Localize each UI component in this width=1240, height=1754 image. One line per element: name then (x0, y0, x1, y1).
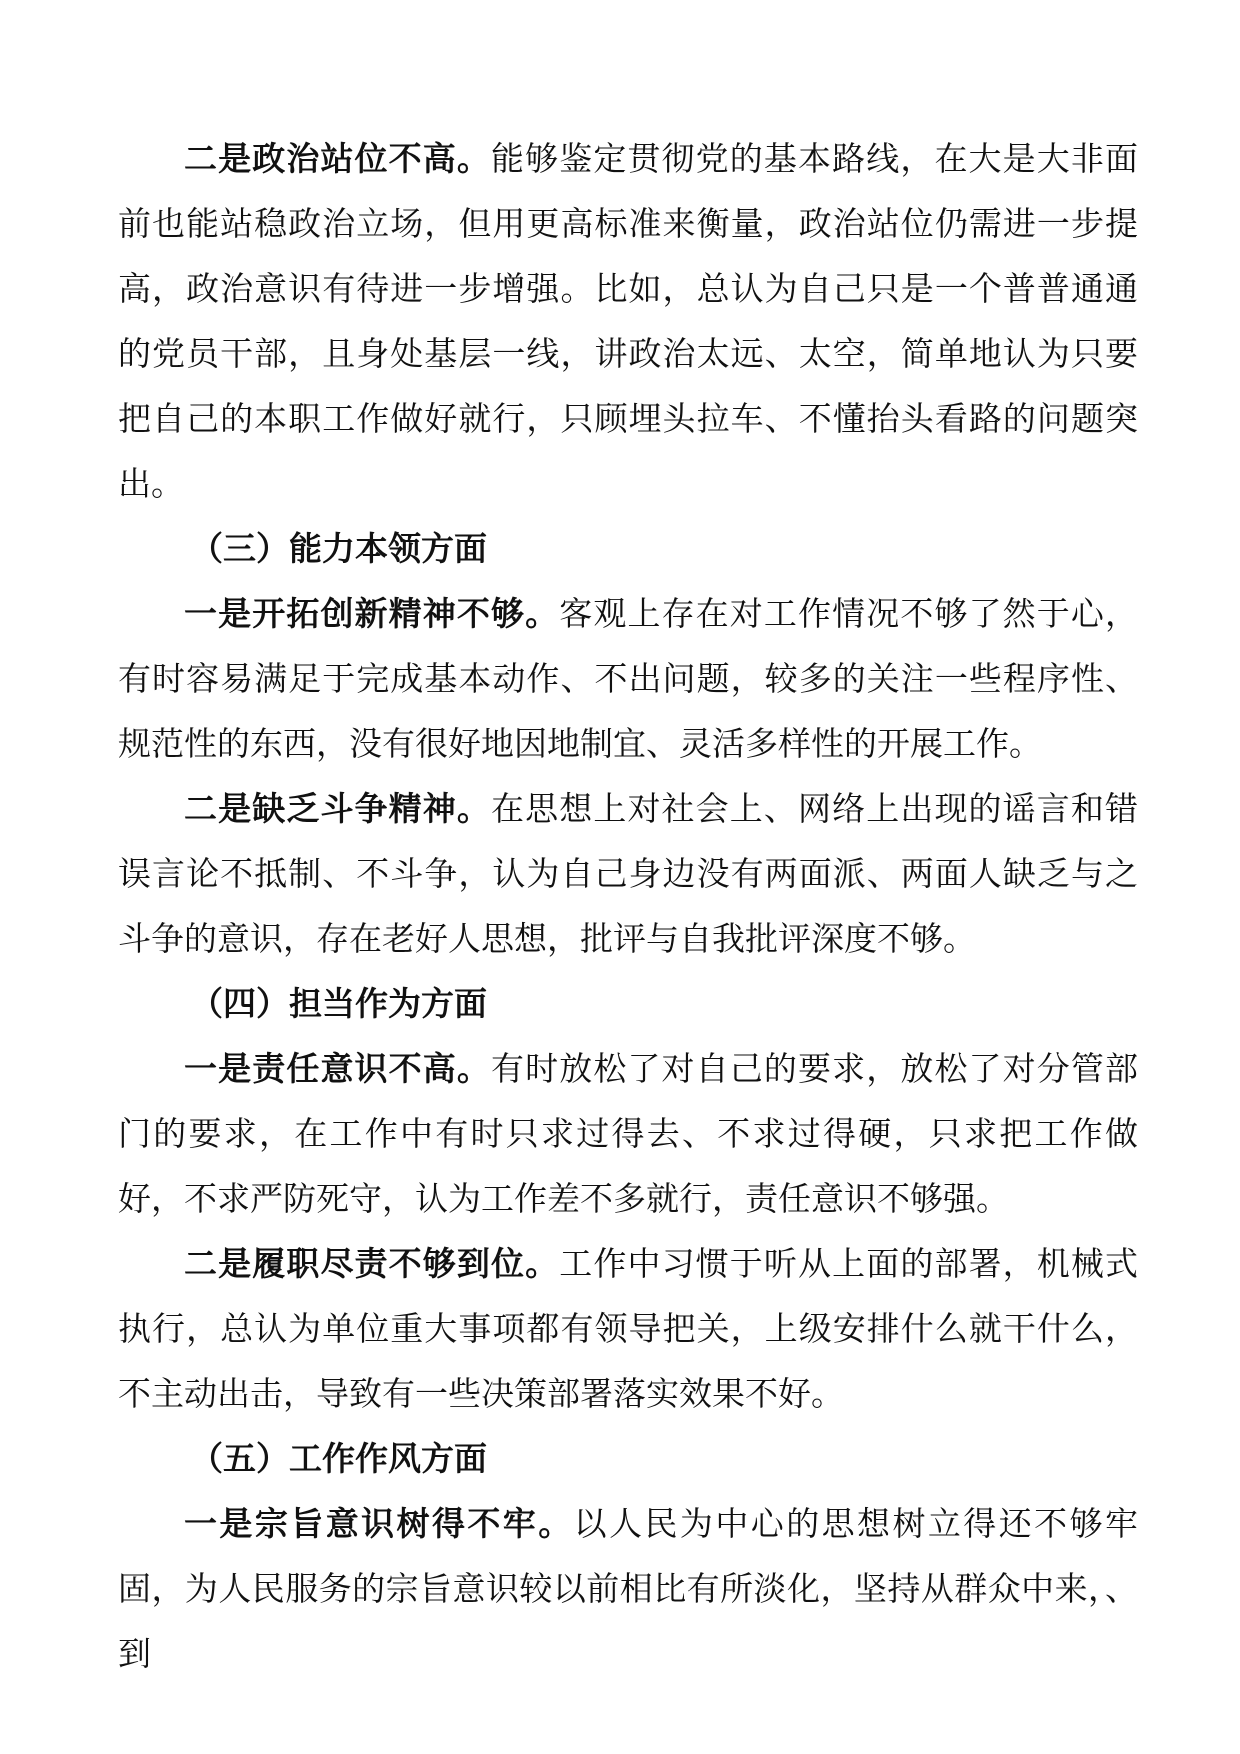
document-body (118, 126, 1138, 1686)
paragraph-text: 工作中习惯于听从上面的部署，机械式执行，总认为单位重大事项都有领导把关，上级安排什么就干什么，不主动出击，导致有一些决策部署落实效果不好。 (118, 1244, 1139, 1413)
paragraph-lead: 一是宗旨意识树得不牢。 (184, 1504, 574, 1543)
paragraph-lead: 一是开拓创新精神不够。 (184, 594, 560, 633)
section-heading-ability: （三）能力本领方面 (190, 529, 487, 568)
section-heading-work-style: （五）工作作风方面 (190, 1439, 487, 1478)
section-heading-responsibility: （四）担当作为方面 (190, 984, 487, 1023)
paragraph-political-stance (118, 126, 1138, 516)
paragraph-duty-performance (118, 1231, 1138, 1426)
paragraph-lead: 二是缺乏斗争精神。 (184, 789, 491, 828)
paragraph-text: 有时放松了对自己的要求，放松了对分管部门的要求，在工作中有时只求过得去、不求过得硬，只求把工作做好，不求严防死守，认为工作差不多就行，责任意识不够强。 (118, 1049, 1139, 1218)
paragraph-lead: 二是政治站位不高。 (184, 139, 491, 178)
paragraph-purpose-awareness (118, 1491, 1138, 1686)
paragraph-responsibility-awareness (118, 1036, 1138, 1231)
paragraph-lead: 二是履职尽责不够到位。 (184, 1244, 560, 1283)
paragraph-text: 能够鉴定贯彻党的基本路线，在大是大非面前也能站稳政治立场，但用更高标准来衡量，政治站位仍需进一步提高，政治意识有待进一步增强。比如，总认为自己只是一个普普通通的党员干部，且身处基层一线，讲政治太远、太空，简单地认为只要把自己的本职工作做好就行，只顾埋头拉车、不懂抬头看路的问题突出。 (118, 139, 1139, 503)
paragraph-lead: 一是责任意识不高。 (184, 1049, 491, 1088)
paragraph-text: 以人民为中心的思想树立得还不够牢固，为人民服务的宗旨意识较以前相比有所淡化，坚持从群众中来，、到 (118, 1504, 1139, 1673)
paragraph-innovation (118, 581, 1138, 776)
paragraph-struggle-spirit (118, 776, 1138, 971)
paragraph-text: 客观上存在对工作情况不够了然于心，有时容易满足于完成基本动作、不出问题，较多的关注一些程序性、规范性的东西，没有很好地因地制宜、灵活多样性的开展工作。 (118, 594, 1139, 763)
paragraph-text: 在思想上对社会上、网络上出现的谣言和错误言论不抵制、不斗争，认为自己身边没有两面派、两面人缺乏与之斗争的意识，存在老好人思想，批评与自我批评深度不够。 (118, 789, 1139, 958)
